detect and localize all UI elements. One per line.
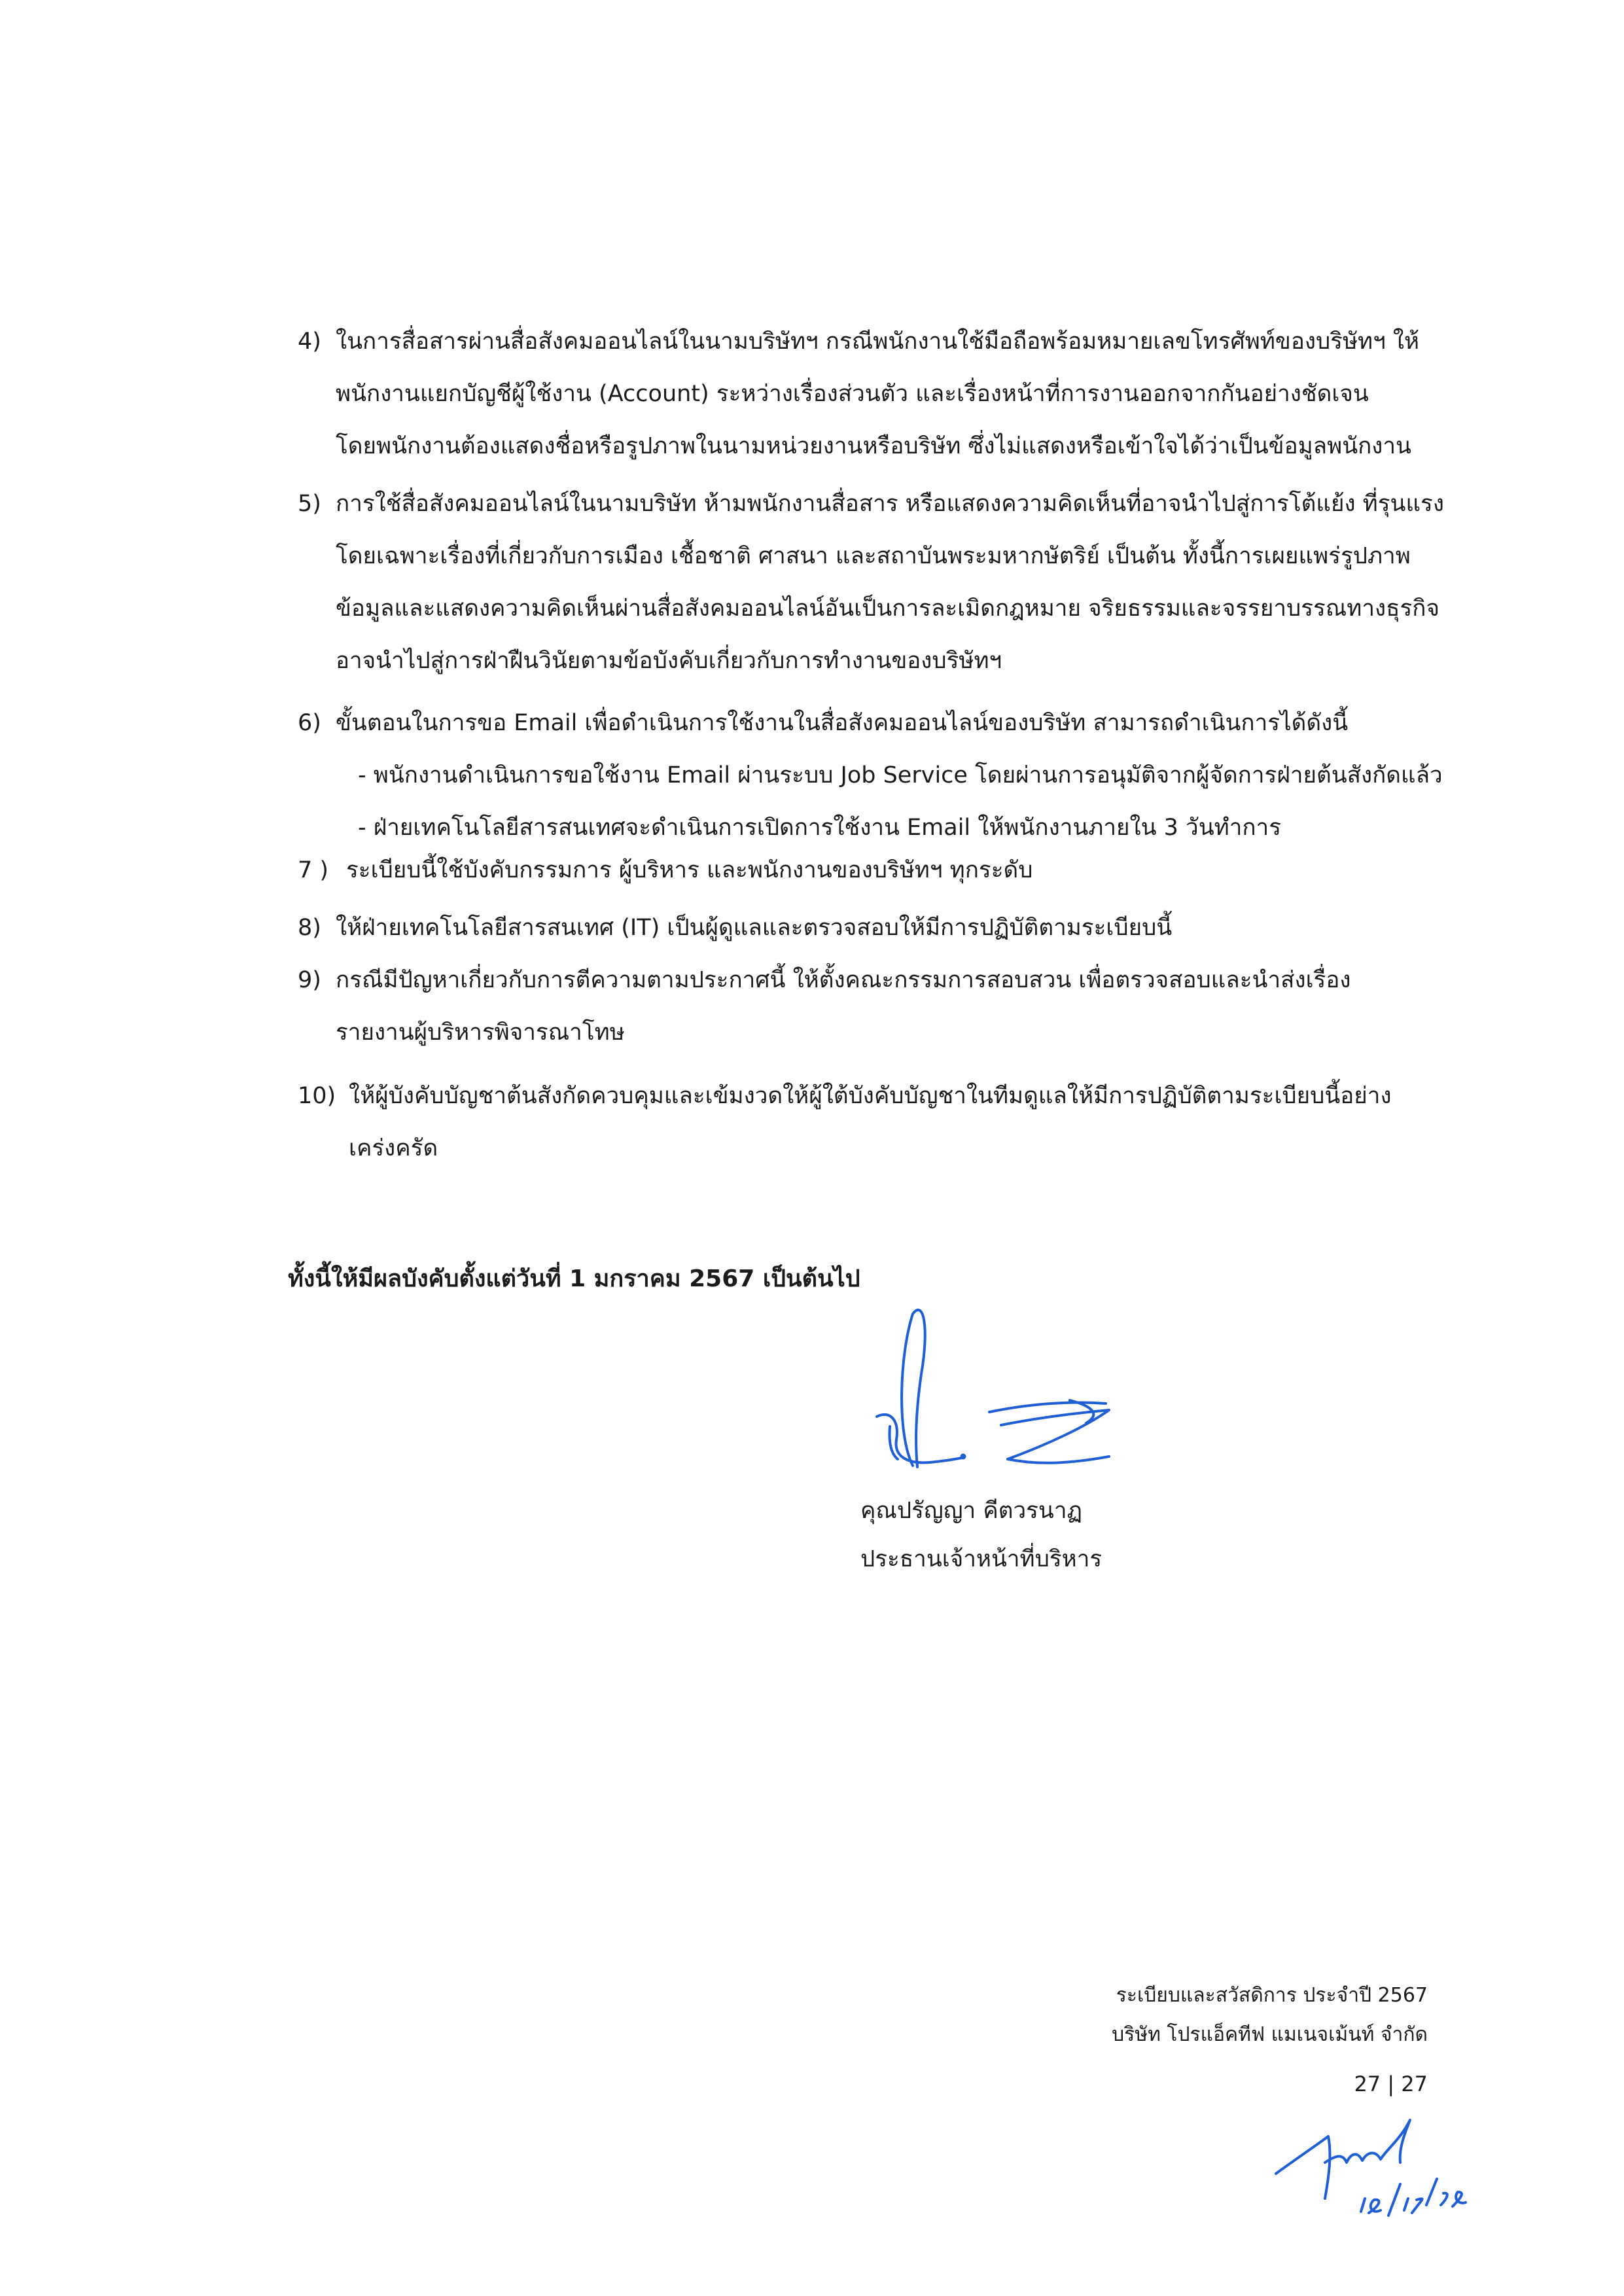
regulation-item-9 <box>298 954 1495 1059</box>
item-number: 8) <box>298 915 321 941</box>
item-line: การใช้สื่อสังคมออนไลน์ในนามบริษัท ห้ามพนักงานสื่อสาร หรือแสดงความคิดเห็นที่อาจนำไปสู่การโต้แย้ง ที่รุนแรง <box>336 491 1444 517</box>
item-line: รายงานผู้บริหารพิจารณาโทษ <box>336 1019 625 1046</box>
regulation-item-10 <box>298 1070 1495 1174</box>
item-number: 10) <box>298 1083 336 1109</box>
approval-initials-signature <box>1269 2100 1492 2231</box>
regulation-item-8 <box>298 902 1495 954</box>
item-line: ให้ผู้บังคับบัญชาต้นสังกัดควบคุมและเข้มงวดให้ผู้ใต้บังคับบัญชาในทีมดูแลให้มีการปฏิบัติตามระเบียบนี้อย่าง <box>349 1083 1392 1109</box>
item-line: ให้ฝ่ายเทคโนโลยีสารสนเทศ (IT) เป็นผู้ดูแลและตรวจสอบให้มีการปฏิบัติตามระเบียบนี้ <box>336 915 1173 941</box>
item-number: 5) <box>298 491 321 517</box>
item-line: โดยเฉพาะเรื่องที่เกี่ยวกับการเมือง เชื้อชาติ ศาสนา และสถาบันพระมหากษัตริย์ เป็นต้น ทั้งนี้การเผยแพร่รูปภาพ <box>336 543 1411 569</box>
item-sub-line: - พนักงานดำเนินการขอใช้งาน Email ผ่านระบบ Job Service โดยผ่านการอนุมัติจากผู้จัดการฝ่ายต้นสังกัดแล้ว <box>358 762 1443 788</box>
footer-document-title: ระเบียบและสวัสดิการ ประจำปี 2567 <box>1116 1984 1428 2007</box>
regulation-item-4 <box>298 315 1495 472</box>
item-line: พนักงานแยกบัญชีผู้ใช้งาน (Account) ระหว่างเรื่องส่วนตัว และเรื่องหน้าที่การงานออกจากกันอย่างชัดเจน <box>336 381 1369 407</box>
signatory-name: คุณปรัญญา คีตวรนาฏ <box>860 1498 1082 1524</box>
page-number: 27 | 27 <box>1354 2072 1428 2096</box>
signatory-title: ประธานเจ้าหน้าที่บริหาร <box>860 1546 1103 1572</box>
item-line: กรณีมีปัญหาเกี่ยวกับการตีความตามประกาศนี้ ให้ตั้งคณะกรรมการสอบสวน เพื่อตรวจสอบและนำส่งเรื่อง <box>336 967 1351 993</box>
item-line: เคร่งครัด <box>349 1135 438 1161</box>
ceo-signature <box>851 1302 1125 1485</box>
effective-date-statement: ทั้งนี้ให้มีผลบังคับตั้งแต่วันที่ 1 มกราคม 2567 เป็นต้นไป <box>288 1265 860 1292</box>
item-number: 4) <box>298 328 321 355</box>
item-line: ข้อมูลและแสดงความคิดเห็นผ่านสื่อสังคมออนไลน์อันเป็นการละเมิดกฎหมาย จริยธรรมและจรรยาบรรณทางธุรกิจ <box>336 595 1439 622</box>
item-line: ขั้นตอนในการขอ Email เพื่อดำเนินการใช้งานในสื่อสังคมออนไลน์ของบริษัท สามารถดำเนินการได้ดังนี้ <box>336 710 1349 736</box>
regulation-item-7 <box>298 844 1495 896</box>
regulation-item-6 <box>298 697 1495 854</box>
item-line: โดยพนักงานต้องแสดงชื่อหรือรูปภาพในนามหน่วยงานหรือบริษัท ซึ่งไม่แสดงหรือเข้าใจได้ว่าเป็นข้อมูลพนักงาน <box>336 433 1411 459</box>
regulation-item-5 <box>298 478 1495 687</box>
page-footer <box>1112 1976 1428 2055</box>
item-number: 9) <box>298 967 321 993</box>
item-line: อาจนำไปสู่การฝ่าฝืนวินัยตามข้อบังคับเกี่ยวกับการทำงานของบริษัทฯ <box>336 648 1002 674</box>
item-number: 6) <box>298 710 321 736</box>
item-line: ในการสื่อสารผ่านสื่อสังคมออนไลน์ในนามบริษัทฯ กรณีพนักงานใช้มือถือพร้อมหมายเลขโทรศัพท์ของบริษัทฯ ให้ <box>336 328 1420 355</box>
item-number: 7 ) <box>298 857 329 883</box>
footer-company: บริษัท โปรแอ็คทีฟ แมเนจเม้นท์ จำกัด <box>1112 2023 1428 2046</box>
item-line: ระเบียบนี้ใช้บังคับกรรมการ ผู้บริหาร และพนักงานของบริษัทฯ ทุกระดับ <box>346 857 1033 883</box>
item-sub-line: - ฝ่ายเทคโนโลยีสารสนเทศจะดำเนินการเปิดการใช้งาน Email ให้พนักงานภายใน 3 วันทำการ <box>358 815 1282 841</box>
